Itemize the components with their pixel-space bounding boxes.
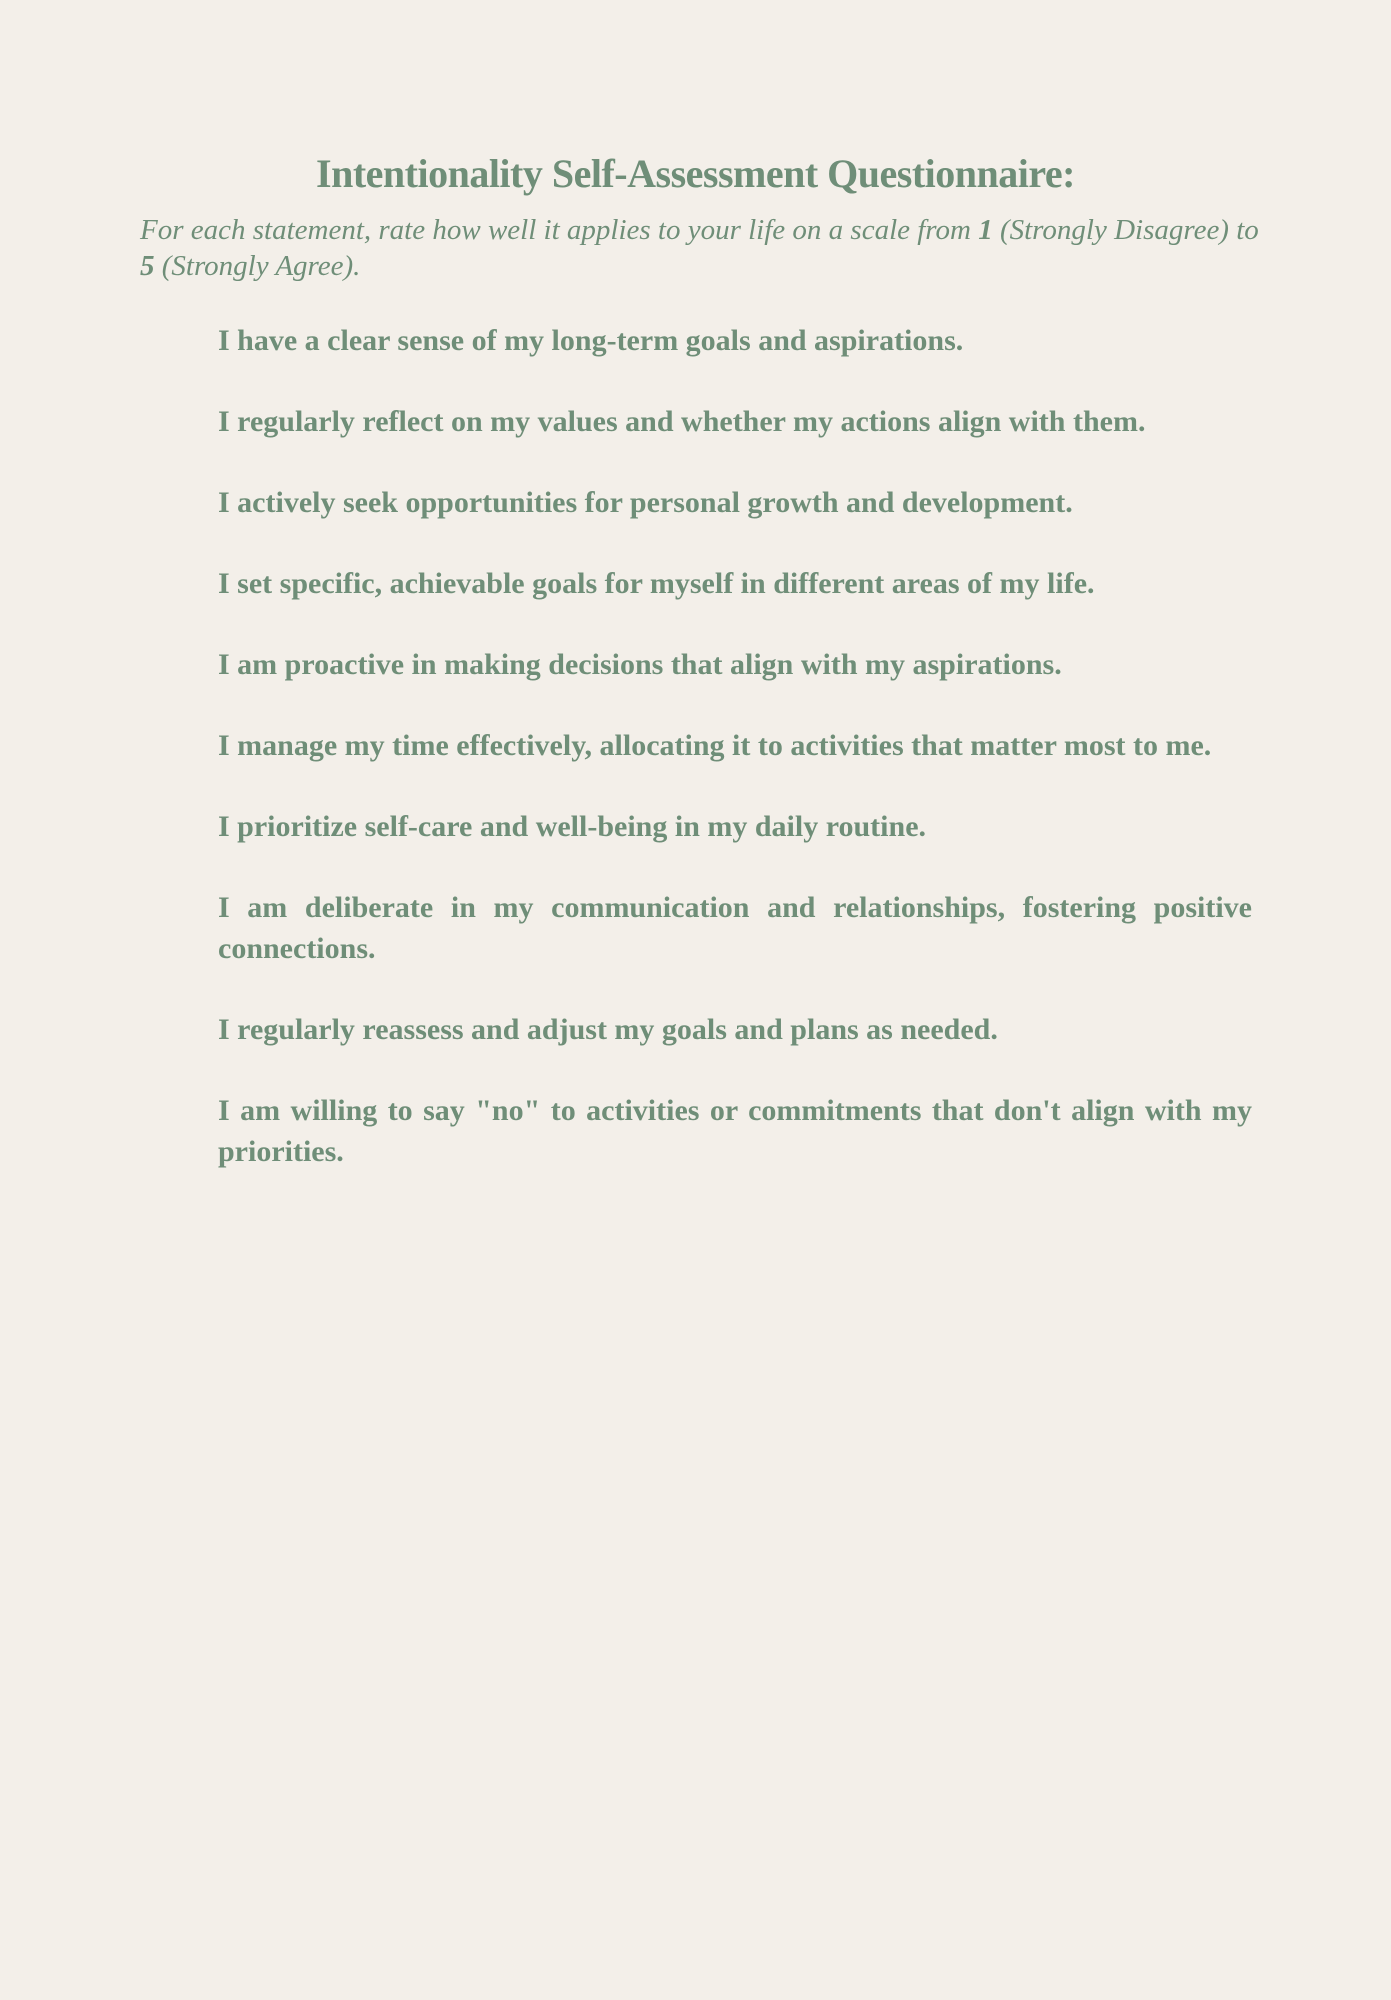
statement-item: I have a clear sense of my long-term goals and aspirations. [218, 324, 964, 357]
instructions [140, 212, 1270, 284]
statement-item: I set specific, achievable goals for myself in different areas of my life. [218, 567, 1095, 600]
statement-item: I manage my time effectively, allocating it to activities that matter most to me. [218, 729, 1212, 762]
statement-item: I actively seek opportunities for personal growth and development. [218, 486, 1073, 519]
scale-max-label: (Strongly Agree). [154, 250, 361, 282]
statement-item: I regularly reassess and adjust my goals and plans as needed. [218, 1013, 998, 1046]
page-title: Intentionality Self-Assessment Questionnaire: [316, 151, 1075, 196]
statement-item: I prioritize self-care and well-being in my daily routine. [218, 810, 927, 843]
instructions-prefix: For each statement, rate how well it applies to your life on a scale from [140, 214, 979, 246]
statement-list [218, 320, 1252, 1212]
scale-min-value: 1 [978, 214, 993, 246]
statement-item: I regularly reflect on my values and whether my actions align with them. [218, 405, 1146, 438]
statement-item: I am deliberate in my communication and relationships, fostering positive connections. [218, 891, 1252, 965]
statement-item: I am willing to say "no" to activities or commitments that don't align with my priorities. [218, 1094, 1252, 1168]
statement-item: I am proactive in making decisions that align with my aspirations. [218, 648, 1062, 681]
scale-min-label: (Strongly Disagree) to [992, 214, 1259, 246]
scale-max-value: 5 [140, 250, 155, 282]
